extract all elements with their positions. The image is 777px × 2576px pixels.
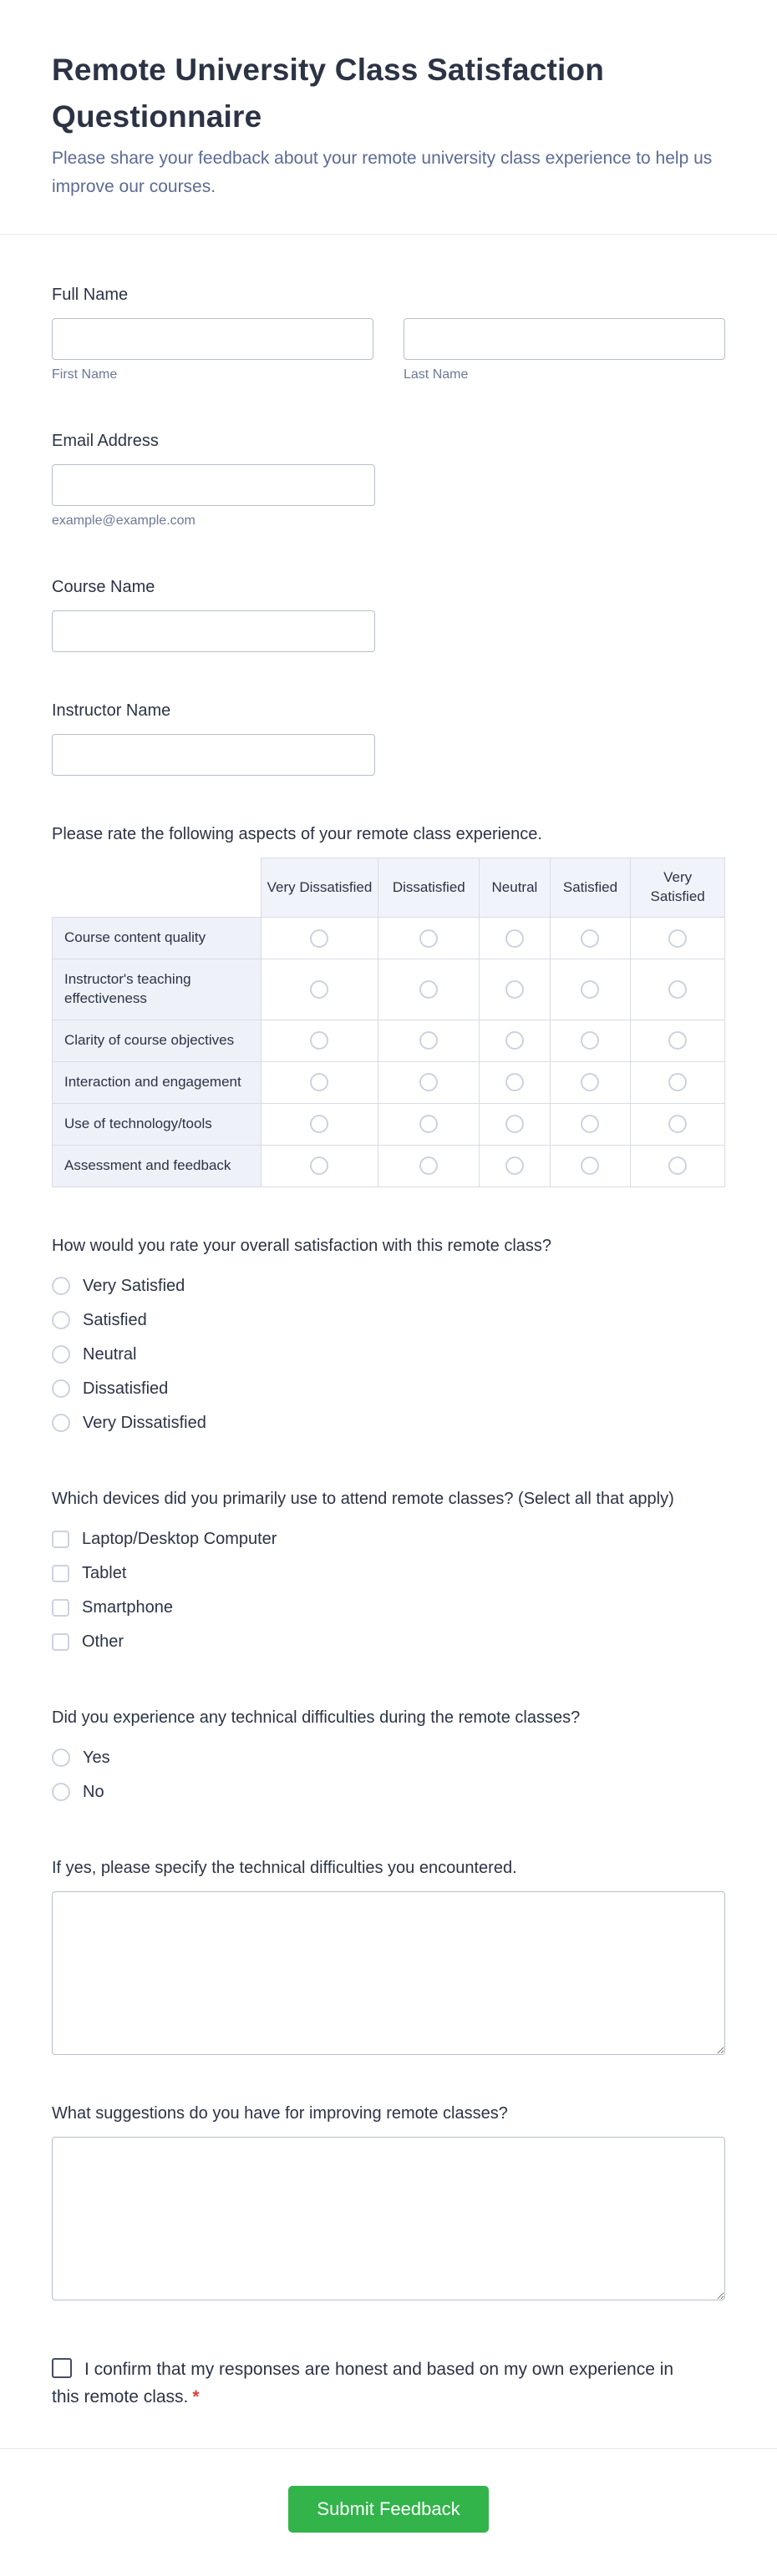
matrix-column-header: Very Satisfied — [631, 858, 725, 918]
radio-icon — [52, 1379, 70, 1398]
checkbox-option[interactable] — [52, 1625, 725, 1659]
option-label: Smartphone — [82, 1597, 173, 1617]
checkbox-option[interactable] — [52, 1591, 725, 1625]
option-label: Tablet — [82, 1563, 127, 1582]
course-name-label: Course Name — [52, 578, 155, 597]
submit-button[interactable]: Submit Feedback — [288, 2486, 488, 2533]
radio-icon — [52, 1783, 70, 1801]
option-label: Very Satisfied — [83, 1276, 185, 1295]
last-name-sublabel: Last Name — [404, 367, 469, 382]
option-label: Laptop/Desktop Computer — [82, 1529, 277, 1548]
matrix-column-header: Dissatisfied — [378, 858, 480, 918]
checkbox-icon — [52, 1531, 69, 1548]
matrix-cell[interactable] — [261, 959, 378, 1020]
radio-icon — [668, 1115, 687, 1133]
matrix-cell[interactable] — [631, 1061, 725, 1103]
radio-icon — [52, 1414, 70, 1432]
checkbox-option[interactable] — [52, 1522, 725, 1556]
radio-icon — [505, 1115, 524, 1133]
required-asterisk: * — [192, 2387, 200, 2407]
radio-icon — [52, 1277, 70, 1295]
confirmation-option[interactable] — [52, 2356, 695, 2412]
matrix-cell[interactable] — [378, 1061, 480, 1103]
radio-option[interactable] — [52, 1406, 725, 1440]
radio-icon — [581, 1156, 599, 1175]
instructor-name-input[interactable] — [52, 734, 375, 776]
matrix-column-header: Very Dissatisfied — [261, 858, 378, 918]
field-course-name — [52, 575, 725, 652]
matrix-cell[interactable] — [550, 959, 631, 1020]
matrix-cell[interactable] — [480, 959, 551, 1020]
radio-icon — [310, 929, 328, 948]
matrix-cell[interactable] — [631, 959, 725, 1020]
matrix-row-label: Interaction and engagement — [53, 1061, 262, 1103]
matrix-cell[interactable] — [550, 1061, 631, 1103]
last-name-input[interactable] — [404, 318, 725, 360]
course-name-input[interactable] — [52, 610, 375, 652]
option-label: Yes — [83, 1748, 110, 1767]
field-technical-difficulties — [52, 1706, 725, 1809]
matrix-cell[interactable] — [378, 959, 480, 1020]
matrix-column-header: Neutral — [480, 858, 551, 918]
form-body — [0, 235, 777, 2448]
field-rating-matrix — [52, 822, 725, 1187]
matrix-cell[interactable] — [480, 1020, 551, 1061]
checkbox-icon — [52, 1565, 69, 1582]
instructor-name-label: Instructor Name — [52, 701, 171, 721]
radio-icon — [581, 929, 599, 948]
matrix-row-label: Course content quality — [53, 918, 262, 959]
radio-icon — [505, 929, 524, 948]
radio-icon — [505, 980, 524, 999]
first-name-input[interactable] — [52, 318, 373, 360]
matrix-row — [53, 1061, 725, 1103]
radio-icon — [419, 1115, 438, 1133]
radio-icon — [419, 1156, 438, 1175]
checkbox-icon — [52, 1599, 69, 1617]
field-suggestions — [52, 2102, 725, 2300]
matrix-cell[interactable] — [261, 1020, 378, 1061]
radio-icon — [52, 1311, 70, 1329]
radio-icon — [581, 1073, 599, 1091]
radio-icon — [310, 1073, 328, 1091]
matrix-cell[interactable] — [378, 1145, 480, 1187]
suggestions-textarea[interactable] — [52, 2137, 725, 2300]
matrix-row — [53, 959, 725, 1020]
devices-label: Which devices did you primarily use to attend remote classes? (Select all that apply) — [52, 1489, 674, 1508]
confirmation-label: I confirm that my responses are honest and based on my own experience in this remote class. — [52, 2359, 674, 2407]
confirmation-checkbox[interactable] — [52, 2358, 72, 2378]
form-header — [0, 0, 777, 235]
matrix-cell[interactable] — [378, 1020, 480, 1061]
radio-icon — [419, 1073, 438, 1091]
matrix-cell[interactable] — [261, 1145, 378, 1187]
radio-icon — [419, 980, 438, 999]
matrix-cell[interactable] — [631, 1103, 725, 1145]
full-name-label: Full Name — [52, 286, 129, 305]
matrix-row — [53, 1103, 725, 1145]
field-overall-satisfaction — [52, 1234, 725, 1440]
option-label: Satisfied — [83, 1310, 147, 1329]
matrix-cell[interactable] — [550, 1103, 631, 1145]
matrix-cell[interactable] — [550, 1145, 631, 1187]
radio-option[interactable] — [52, 1269, 725, 1303]
matrix-row — [53, 918, 725, 959]
overall-satisfaction-label: How would you rate your overall satisfaction with this remote class? — [52, 1236, 552, 1255]
radio-icon — [52, 1345, 70, 1364]
matrix-row — [53, 1020, 725, 1061]
field-confirmation — [52, 2356, 725, 2412]
field-devices — [52, 1487, 725, 1659]
email-sublabel: example@example.com — [52, 514, 196, 529]
radio-icon — [310, 1031, 328, 1050]
checkbox-icon — [52, 1633, 69, 1651]
page-subtitle: Please share your feedback about your remote university class experience to help us improve our courses. — [52, 149, 713, 196]
radio-option[interactable] — [52, 1741, 725, 1775]
radio-option[interactable] — [52, 1775, 725, 1809]
form-footer — [0, 2448, 777, 2576]
radio-option[interactable] — [52, 1372, 725, 1406]
page-title: Remote University Class Satisfaction Questionnaire — [52, 53, 605, 134]
radio-icon — [310, 1156, 328, 1175]
field-full-name — [52, 283, 725, 382]
option-label: Other — [82, 1632, 124, 1651]
radio-icon — [668, 1031, 687, 1050]
matrix-cell[interactable] — [480, 1145, 551, 1187]
field-email — [52, 429, 725, 529]
matrix-cell[interactable] — [378, 918, 480, 959]
radio-icon — [505, 1031, 524, 1050]
technical-difficulties-label: Did you experience any technical difficulties during the remote classes? — [52, 1708, 581, 1727]
difficulties-textarea[interactable] — [52, 1891, 725, 2055]
radio-icon — [505, 1073, 524, 1091]
radio-option[interactable] — [52, 1338, 725, 1372]
matrix-cell[interactable] — [550, 918, 631, 959]
matrix-row-label: Instructor's teaching effectiveness — [53, 959, 262, 1020]
option-label: Neutral — [83, 1344, 137, 1364]
matrix-column-header: Satisfied — [550, 858, 631, 918]
matrix-row-label: Clarity of course objectives — [53, 1020, 262, 1061]
option-label: Dissatisfied — [83, 1379, 169, 1398]
radio-icon — [419, 1031, 438, 1050]
radio-icon — [419, 929, 438, 948]
field-instructor-name — [52, 699, 725, 776]
checkbox-option[interactable] — [52, 1556, 725, 1591]
radio-icon — [581, 1031, 599, 1050]
matrix-cell[interactable] — [261, 1103, 378, 1145]
matrix-row — [53, 1145, 725, 1187]
matrix-cell[interactable] — [480, 1103, 551, 1145]
radio-icon — [310, 1115, 328, 1133]
matrix-cell[interactable] — [480, 1061, 551, 1103]
rating-matrix — [52, 858, 725, 1187]
option-label: Very Dissatisfied — [83, 1413, 206, 1432]
matrix-cell[interactable] — [631, 1020, 725, 1061]
matrix-cell[interactable] — [631, 918, 725, 959]
radio-icon — [310, 980, 328, 999]
radio-icon — [668, 1073, 687, 1091]
radio-icon — [52, 1749, 70, 1767]
matrix-cell[interactable] — [261, 1061, 378, 1103]
field-difficulties-detail — [52, 1856, 725, 2055]
radio-icon — [668, 980, 687, 999]
matrix-label: Please rate the following aspects of your remote class experience. — [52, 825, 542, 844]
radio-icon — [668, 1156, 687, 1175]
radio-icon — [668, 929, 687, 948]
email-input[interactable] — [52, 464, 375, 506]
radio-icon — [581, 1115, 599, 1133]
suggestions-label: What suggestions do you have for improving remote classes? — [52, 2103, 508, 2123]
matrix-row-label: Use of technology/tools — [53, 1103, 262, 1145]
matrix-corner-cell — [53, 858, 262, 918]
radio-icon — [581, 980, 599, 999]
matrix-cell[interactable] — [631, 1145, 725, 1187]
option-label: No — [83, 1782, 104, 1801]
radio-icon — [505, 1156, 524, 1175]
matrix-cell[interactable] — [480, 918, 551, 959]
first-name-sublabel: First Name — [52, 367, 118, 382]
matrix-cell[interactable] — [261, 918, 378, 959]
matrix-cell[interactable] — [378, 1103, 480, 1145]
radio-option[interactable] — [52, 1303, 725, 1338]
matrix-row-label: Assessment and feedback — [53, 1145, 262, 1187]
difficulties-detail-label: If yes, please specify the technical difficulties you encountered. — [52, 1858, 517, 1877]
matrix-cell[interactable] — [550, 1020, 631, 1061]
email-label: Email Address — [52, 432, 159, 451]
